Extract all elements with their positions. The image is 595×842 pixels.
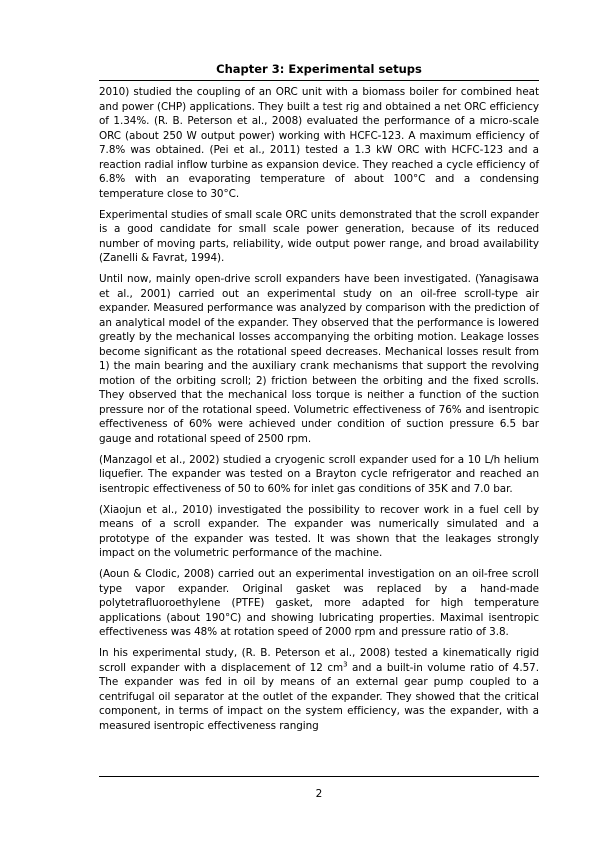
paragraph-peterson-study [99,646,539,733]
paragraph-fuel-cell: (Xiaojun et al., 2010) investigated the possibility to recover work in a fuel cell by means of a scroll expander. The expander was numerically simulated and a prototype of the expander was tested. It was shown that the leakages strongly impact on the volumetric performance of the machine. [99,503,539,559]
paragraph-oil-free-vapor: (Aoun & Clodic, 2008) carried out an experimental investigation on an oil-free scroll type vapor expander. Original gasket was replaced by a hand-made polytetrafluoroethylene (PTFE) gasket, more adapted for high temperature applications (about 190°C) and showing lubricating properties. Maximal isentropic effectiveness was 48% at rotation speed of 2000 rpm and pressure ratio of 3.8. [99,568,539,638]
paragraph-scroll-candidate: Experimental studies of small scale ORC units demonstrated that the scroll expander is a good candidate for small scale power generation, because of its reduced number of moving parts, reliability, wide output power range, and broad availability (Zanelli & Favrat, 1994). [99,208,539,264]
paragraph-text-start: In his experimental study, (R. B. Peterson et al., 2008) tested a kinematically rigid scroll expander with a displacement of 12 cm [99,647,539,674]
chapter-title: Chapter 3: Experimental setups [216,62,422,76]
paragraph-biomass-orc: 2010) studied the coupling of an ORC unit with a biomass boiler for combined heat and power (CHP) applications. They built a test rig and obtained a net ORC efficiency of 1.34%. (R. B. Peterson et al., 2008) evaluated the performance of a micro-scale ORC (about 250 W output power) working with HCFC-123. A maximum efficiency of 7.8% was obtained. (Pei et al., 2011) tested a 1.3 kW ORC with HCFC-123 and a reaction radial inflow turbine as expansion device. They reached a cycle efficiency of 6.8% with an evaporating temperature of about 100°C and a condensing temperature close to 30°C. [99,86,539,200]
paragraph-open-drive-scroll: Until now, mainly open-drive scroll expanders have been investigated. (Yanagisawa et al., 2001) carried out an experimental study on an oil-free scroll-type air expander. Measured performance was analyzed by comparison with the prediction of an analytical model of the expander. They observed that the performance is lowered greatly by the mechanical losses accompanying the orbiting motion. Leakage losses become significant as the rotational speed decreases. Mechanical losses result from 1) the main bearing and the auxiliary crank mechanisms that support the revolving motion of the orbiting scroll; 2) friction between the orbiting and the fixed scrolls. They observed that the mechanical loss torque is neither a function of the suction pressure nor of the rotational speed. Volumetric effectiveness of 76% and isentropic effectiveness of 60% were achieved under condition of suction pressure 6.5 bar gauge and rotational speed of 2500 rpm. [99,273,539,445]
page-number: 2 [315,788,323,800]
header-rule [99,80,539,81]
paragraph-text-end: and a built-in volume ratio of 4.57. The expander was fed in oil by means of an external gear pump coupled to a centrifugal oil separator at the outlet of the expander. They showed that the critical component, in terms of impact on the system efficiency, was the expander, with a measured isentropic effectiveness ranging [99,661,539,732]
superscript-cubic: 3 [343,660,348,669]
footer-rule [99,776,539,777]
body-text [99,85,539,740]
paragraph-cryogenic-scroll: (Manzagol et al., 2002) studied a cryogenic scroll expander used for a 10 L/h helium liquefier. The expander was tested on a Brayton cycle refrigerator and reached an isentropic effectiveness of 50 to 60% for inlet gas conditions of 35K and 7.0 bar. [99,453,539,495]
